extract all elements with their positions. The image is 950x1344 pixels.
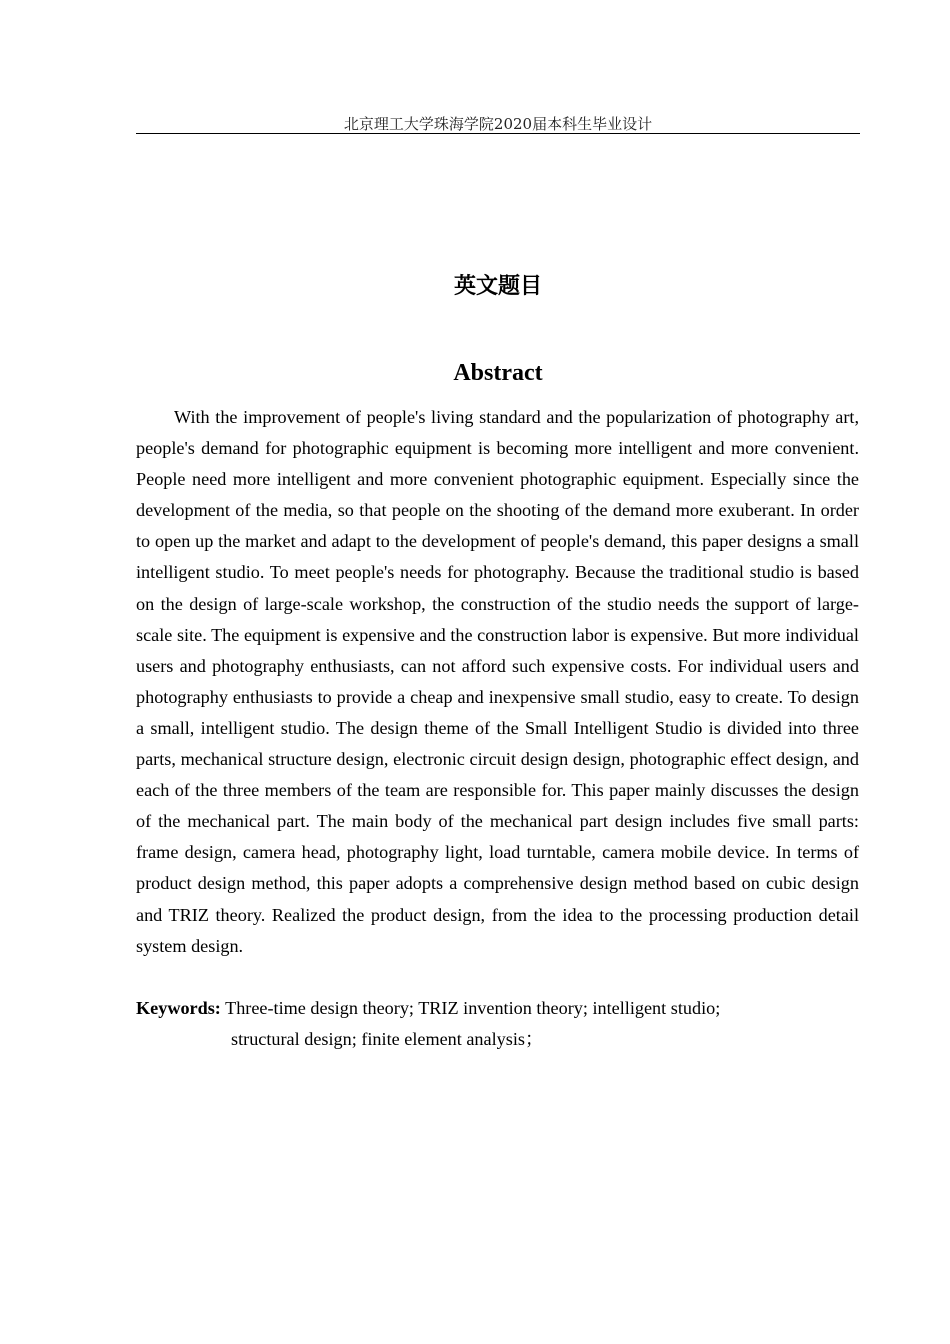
keywords-line-1 (136, 993, 860, 1024)
abstract-heading: Abstract (453, 360, 543, 386)
header-rule (136, 133, 860, 134)
abstract-body: With the improvement of people's living standard and the popularization of photography art, people's demand for photographic equipment is becoming more intelligent and more convenient. People need more intelligent and more convenient photographic equipment. Especially since the development of the media, so that people on the shooting of the demand more exuberant. In order to open up the market and adapt to the development of people's demand, this paper designs a small intelligent studio. To meet people's needs for photography. Because the traditional studio is based on the design of large-scale workshop, the construction of the studio needs the support of large-scale site. The equipment is expensive and the construction labor is expensive. But more individual users and photography enthusiasts, can not afford such expensive costs. For individual users and photography enthusiasts to provide a cheap and inexpensive small studio, easy to create. To design a small, intelligent studio. The design theme of the Small Intelligent Studio is divided into three parts, mechanical structure design, electronic circuit design design, photographic effect design, and each of the three members of the team are responsible for. This paper mainly discusses the design of the mechanical part. The main body of the mechanical part design includes five small parts: frame design, camera head, photography light, load turntable, camera mobile device. In terms of product design method, this paper adopts a comprehensive design method based on cubic design and TRIZ theory. Realized the product design, from the idea to the processing production detail system design. (136, 407, 859, 956)
keywords-label: Keywords: (136, 998, 221, 1018)
keywords-block (136, 993, 860, 1055)
keywords-text-1: Three-time design theory; TRIZ invention theory; intelligent studio; (225, 998, 721, 1018)
chinese-title: 英文题目 (453, 274, 542, 299)
keywords-line-2: structural design; finite element analysis； (231, 1029, 544, 1050)
running-header: 北京理工大学珠海学院2020届本科生毕业设计 (343, 115, 653, 133)
